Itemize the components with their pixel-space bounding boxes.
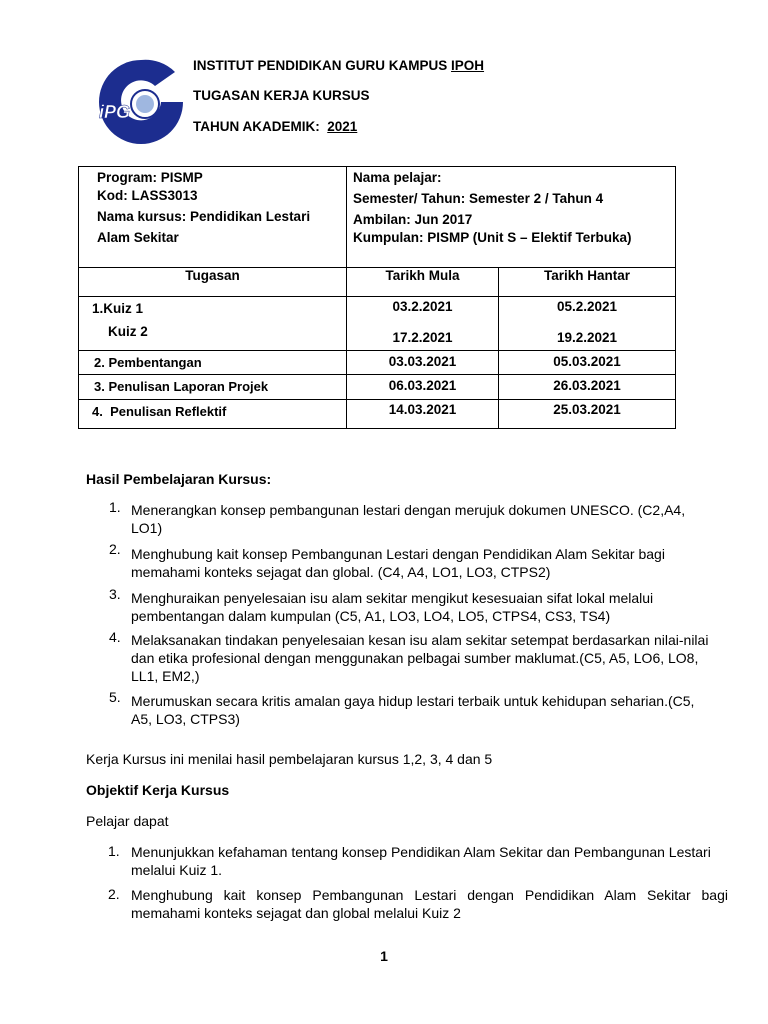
list-item: Menerangkan konsep pembangunan lestari dengan merujuk dokumen UNESCO. (C2,A4, LO1) bbox=[131, 502, 686, 536]
program-label: Program: PISMP bbox=[97, 170, 203, 185]
list-number: 1. bbox=[109, 499, 121, 515]
task-cell: 3. Penulisan Laporan Projek bbox=[94, 379, 269, 394]
col-header-task: Tugasan bbox=[185, 268, 240, 283]
start-date-cell: 17.2.2021 bbox=[392, 330, 453, 345]
institute-title: INSTITUT PENDIDIKAN GURU KAMPUS IPOH bbox=[193, 58, 485, 73]
student-name-label: Nama pelajar: bbox=[353, 170, 442, 185]
list-number: 5. bbox=[109, 689, 121, 705]
end-date-cell: 25.03.2021 bbox=[553, 402, 621, 417]
start-date-cell: 06.03.2021 bbox=[388, 378, 457, 393]
list-number: 2. bbox=[109, 541, 121, 557]
start-date-cell: 03.2.2021 bbox=[392, 299, 453, 314]
objectives-intro: Pelajar dapat bbox=[86, 813, 169, 829]
list-item: Menghubung kait konsep Pembangunan Lestari dengan Pendidikan Alam Sekitar bagi memahami konteks sejagat dan global. (C4, A4, LO1, LO3, CTPS2) bbox=[131, 546, 665, 580]
list-number: 4. bbox=[109, 629, 121, 645]
assignment-table bbox=[78, 166, 676, 429]
list-item: Merumuskan secara kritis amalan gaya hidup lestari terbaik untuk kehidupan seharian.(C5, A5, LO3, CTPS3) bbox=[131, 693, 695, 727]
learning-outcomes-heading: Hasil Pembelajaran Kursus: bbox=[86, 471, 272, 487]
list-item: Menunjukkan kefahaman tentang konsep Pendidikan Alam Sekitar dan Pembangunan Lestari melalui Kuiz 1. bbox=[131, 844, 711, 878]
col-header-start: Tarikh Mula bbox=[385, 268, 460, 283]
end-date-cell: 26.03.2021 bbox=[553, 378, 621, 393]
task-cell: 1.Kuiz 1 bbox=[92, 301, 144, 316]
objectives-heading: Objektif Kerja Kursus bbox=[86, 782, 230, 798]
intake-label: Ambilan: Jun 2017 bbox=[353, 212, 473, 227]
course-name-line2: Alam Sekitar bbox=[97, 230, 179, 245]
end-date-cell: 19.2.2021 bbox=[556, 330, 618, 345]
list-item: Melaksanakan tindakan penyelesaian kesan isu alam sekitar setempat berdasarkan nilai-nilai dan etika profesional dengan menggunakan pelbagai sumber maklumat.(C5, A5, LO6, LO8, LL1, EM2,) bbox=[131, 632, 709, 684]
course-code: Kod: LASS3013 bbox=[97, 188, 198, 203]
assignment-title: TUGASAN KERJA KURSUS bbox=[193, 88, 370, 103]
summary-text: Kerja Kursus ini menilai hasil pembelajaran kursus 1,2, 3, 4 dan 5 bbox=[86, 751, 493, 767]
semester-label: Semester/ Tahun: Semester 2 / Tahun 4 bbox=[353, 191, 604, 206]
list-item: Menghubung kait konsep Pembangunan Lestari dengan Pendidikan Alam Sekitar bagi memahami konteks sejagat dan global melalui Kuiz 2 bbox=[131, 887, 728, 921]
academic-year: TAHUN AKADEMIK: 2021 bbox=[193, 119, 358, 134]
ipg-logo bbox=[95, 56, 187, 148]
list-number: 2. bbox=[108, 886, 120, 902]
start-date-cell: 03.03.2021 bbox=[388, 354, 457, 369]
end-date-cell: 05.03.2021 bbox=[553, 354, 621, 369]
task-cell: 2. Pembentangan bbox=[94, 355, 202, 370]
course-name-line1: Nama kursus: Pendidikan Lestari bbox=[97, 209, 311, 224]
task-cell: Kuiz 2 bbox=[108, 324, 148, 339]
end-date-cell: 05.2.2021 bbox=[556, 299, 618, 314]
svg-text:iPG: iPG bbox=[99, 102, 131, 122]
start-date-cell: 14.03.2021 bbox=[388, 402, 457, 417]
task-cell: 4. Penulisan Reflektif bbox=[92, 404, 227, 419]
list-number: 3. bbox=[109, 586, 121, 602]
group-label: Kumpulan: PISMP (Unit S – Elektif Terbuka) bbox=[353, 230, 632, 245]
col-header-end: Tarikh Hantar bbox=[543, 268, 631, 283]
page-number: 1 bbox=[380, 948, 388, 964]
list-number: 1. bbox=[108, 843, 120, 859]
list-item: Menghuraikan penyelesaian isu alam sekitar mengikut kesesuaian sifat lokal melalui pembentangan dalam kumpulan (C5, A1, LO3, LO4, LO5, CTPS4, CS3, TS4) bbox=[131, 590, 654, 624]
